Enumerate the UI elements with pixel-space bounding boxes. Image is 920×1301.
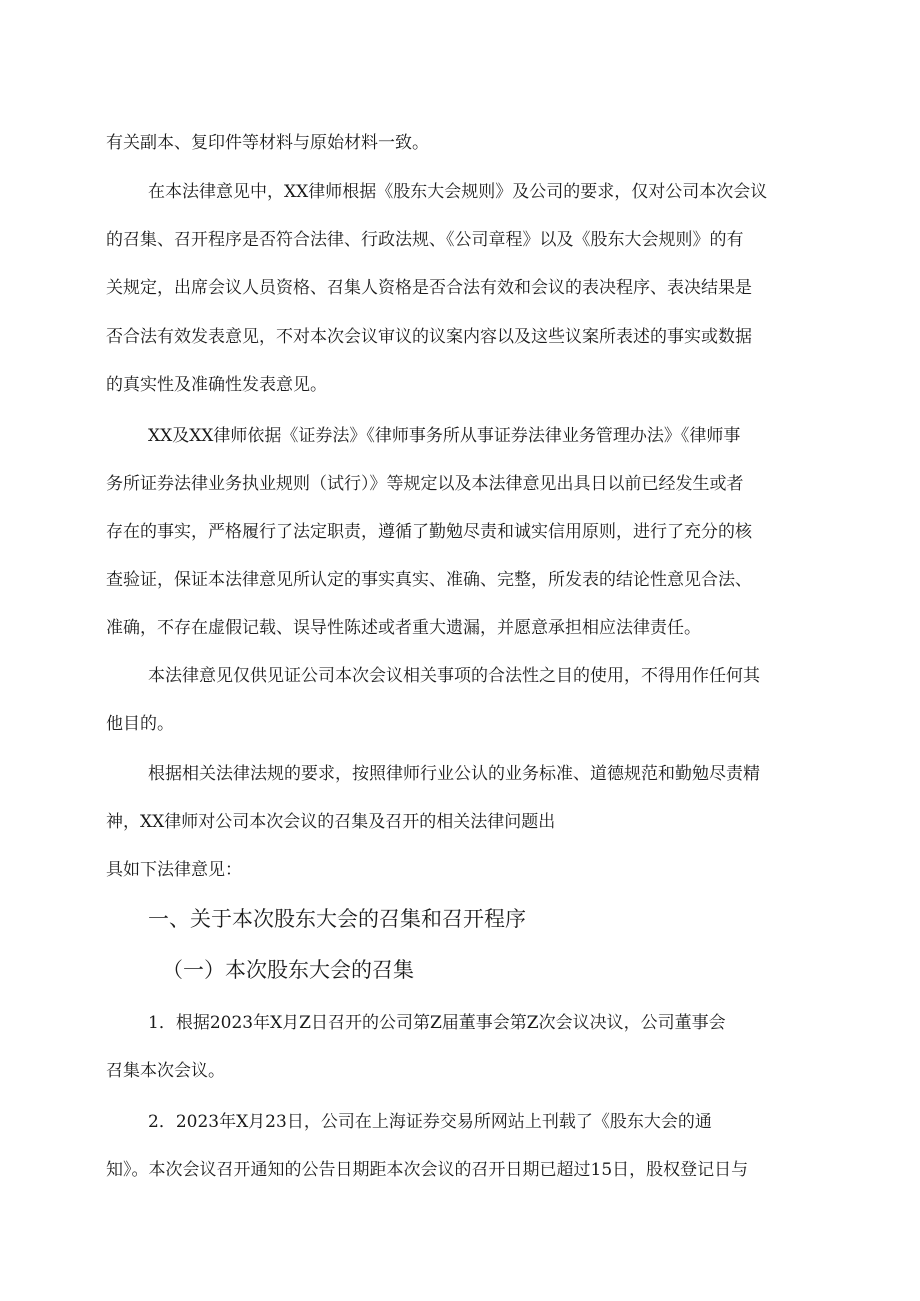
paragraph-line: 1．根据2023年X月Z日召开的公司第Z届董事会第Z次会议决议，公司董事会 — [148, 1013, 726, 1033]
subsection-heading: （一）本次股东大会的召集 — [162, 958, 414, 982]
section-heading: 一、关于本次股东大会的召集和召开程序 — [148, 907, 526, 931]
paragraph-line: 具如下法律意见： — [106, 860, 242, 880]
paragraph-line: 的真实性及准确性发表意见。 — [106, 375, 327, 395]
paragraph-line: 神，XX律师对公司本次会议的召集及召开的相关法律问题出 — [106, 812, 556, 832]
paragraph-line: 的召集、召开程序是否符合法律、行政法规、《公司章程》以及《股东大会规则》的有 — [106, 230, 744, 250]
paragraph-line: 存在的事实，严格履行了法定职责，遵循了勤勉尽责和诚实信用原则，进行了充分的核 — [106, 522, 752, 542]
paragraph-line: XX及XX律师依据《证券法》《律师事务所从事证券法律业务管理办法》《律师事 — [148, 426, 741, 446]
paragraph-line: 在本法律意见中，XX律师根据《股东大会规则》及公司的要求，仅对公司本次会议 — [148, 182, 768, 202]
paragraph-line: 有关副本、复印件等材料与原始材料一致。 — [106, 133, 429, 153]
paragraph-line: 务所证券法律业务执业规则（试行）》等规定以及本法律意见出具日以前已经发生或者 — [106, 474, 744, 494]
paragraph-line: 召集本次会议。 — [106, 1061, 225, 1081]
paragraph-line: 否合法有效发表意见，不对本次会议审议的议案内容以及这些议案所表述的事实或数据 — [106, 327, 752, 347]
paragraph-line: 本法律意见仅供见证公司本次会议相关事项的合法性之目的使用，不得用作任何其 — [148, 666, 760, 686]
paragraph-line: 查验证，保证本法律意见所认定的事实真实、准确、完整，所发表的结论性意见合法、 — [106, 570, 752, 590]
paragraph-line: 知》。本次会议召开通知的公告日期距本次会议的召开日期已超过15日，股权登记日与 — [106, 1160, 749, 1180]
paragraph-line: 根据相关法律法规的要求，按照律师行业公认的业务标准、道德规范和勤勉尽责精 — [148, 764, 760, 784]
paragraph-line: 他目的。 — [106, 714, 174, 734]
paragraph-line: 准确，不存在虚假记载、误导性陈述或者重大遗漏，并愿意承担相应法律责任。 — [106, 618, 701, 638]
paragraph-line: 关规定，出席会议人员资格、召集人资格是否合法有效和会议的表决程序、表决结果是 — [106, 278, 752, 298]
paragraph-line: 2．2023年X月23日，公司在上海证券交易所网站上刊载了《股东大会的通 — [148, 1112, 712, 1132]
